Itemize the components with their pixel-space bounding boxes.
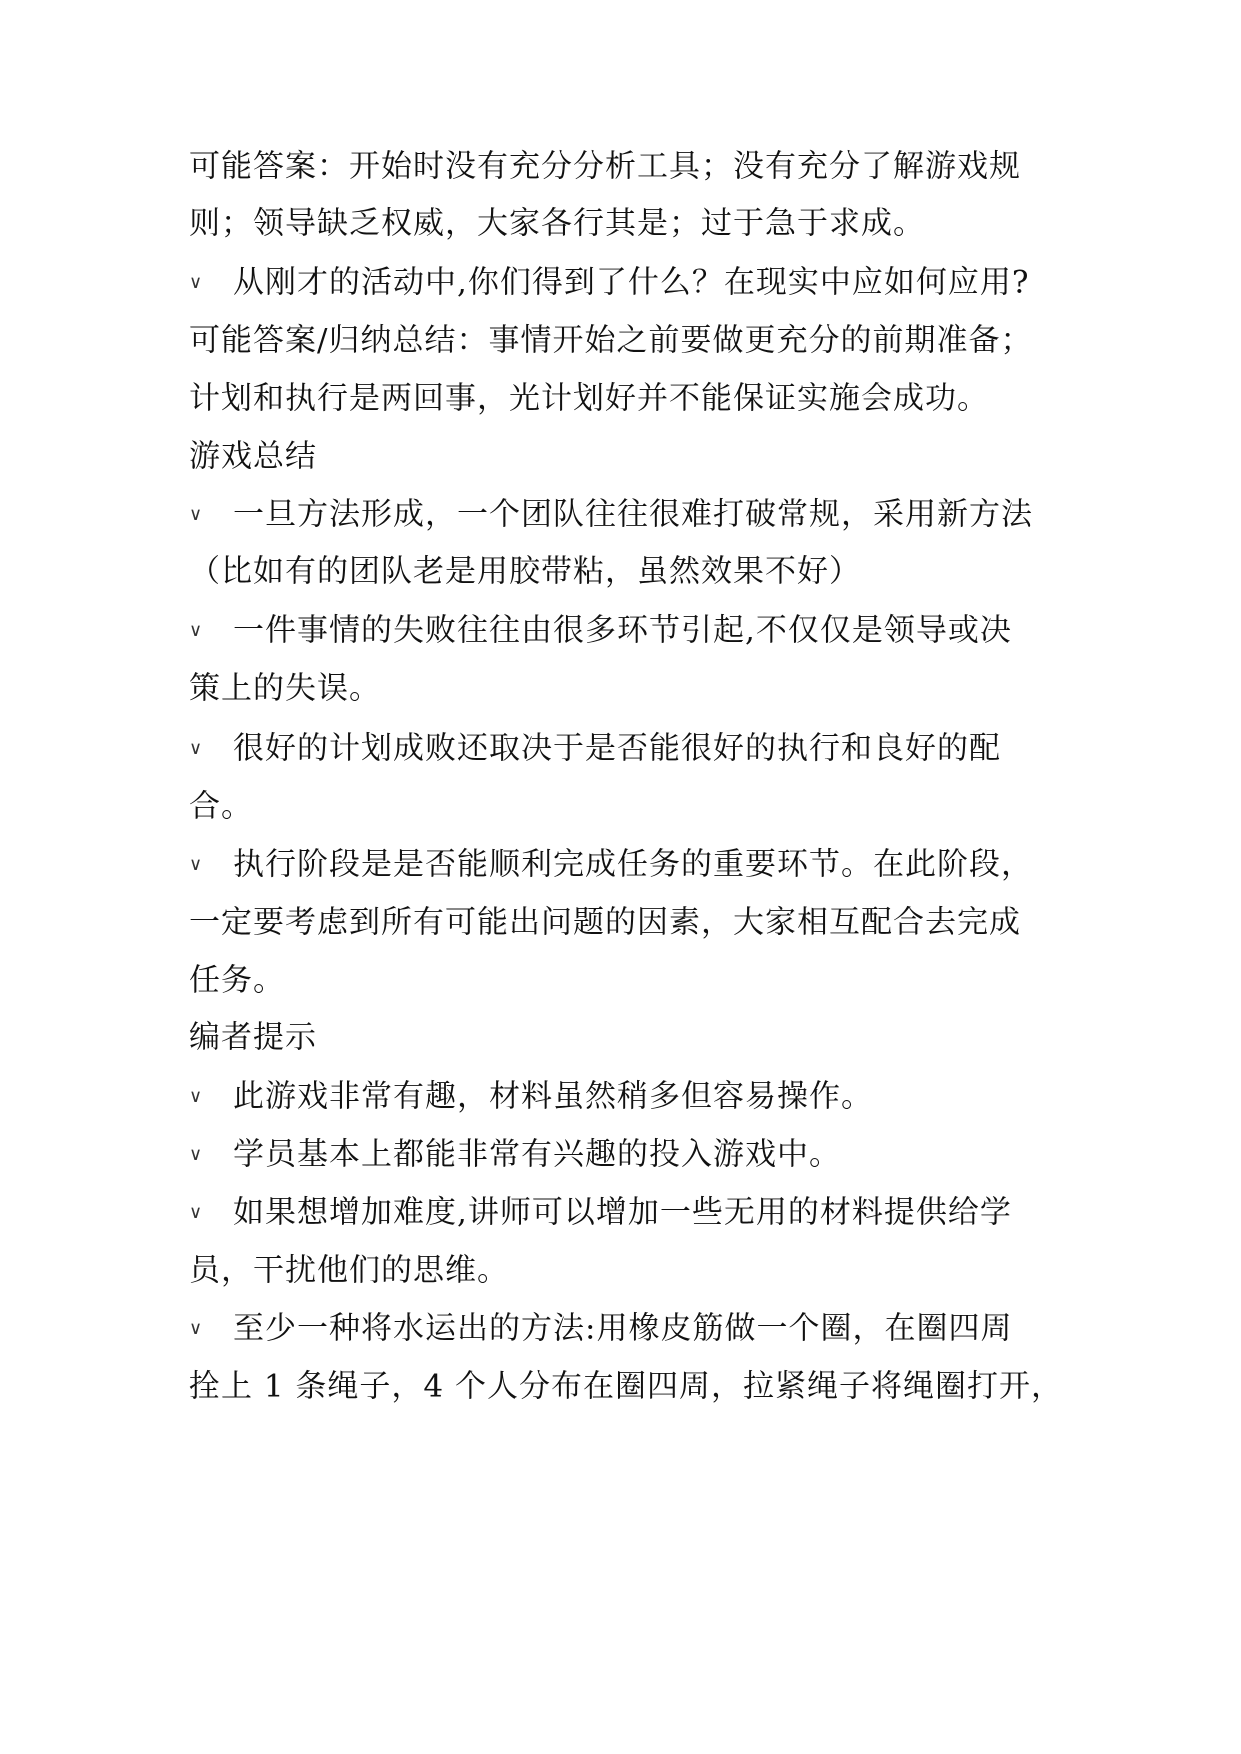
paragraph-line: 拴上 1 条绳子，4 个人分布在圈四周，拉紧绳子将绳圈打开，	[189, 1368, 1064, 1405]
checkmark-bullet-icon: ∨	[189, 619, 204, 641]
paragraph-line: 任务。	[189, 962, 285, 999]
bullet-item: ∨ 从刚才的活动中,你们得到了什么？在现实中应如何应用?	[189, 264, 1030, 301]
bullet-item: ∨ 一旦方法形成，一个团队往往很难打破常规，采用新方法	[189, 496, 1033, 533]
section-heading: 游戏总结	[189, 438, 317, 475]
paragraph-line: （比如有的团队老是用胶带粘，虽然效果不好）	[189, 553, 861, 590]
bullet-item: ∨ 学员基本上都能非常有兴趣的投入游戏中。	[189, 1136, 841, 1173]
bullet-item: ∨ 一件事情的失败往往由很多环节引起,不仅仅是领导或决	[189, 612, 1012, 649]
paragraph-line: 计划和执行是两回事，光计划好并不能保证实施会成功。	[189, 380, 989, 417]
checkmark-bullet-icon: ∨	[189, 503, 204, 525]
bullet-item: ∨ 如果想增加难度,讲师可以增加一些无用的材料提供给学	[189, 1194, 1012, 1231]
checkmark-bullet-icon: ∨	[189, 271, 204, 293]
checkmark-bullet-icon: ∨	[189, 1201, 204, 1223]
bullet-item: ∨ 此游戏非常有趣，材料虽然稍多但容易操作。	[189, 1078, 873, 1115]
bullet-item: ∨ 至少一种将水运出的方法:用橡皮筋做一个圈，在圈四周	[189, 1310, 1013, 1347]
checkmark-bullet-icon: ∨	[189, 1143, 204, 1165]
paragraph-line: 可能答案：开始时没有充分分析工具；没有充分了解游戏规	[189, 148, 1021, 185]
paragraph-line: 一定要考虑到所有可能出问题的因素，大家相互配合去完成	[189, 904, 1021, 941]
paragraph-line: 员，干扰他们的思维。	[189, 1252, 509, 1289]
paragraph-line: 合。	[189, 788, 253, 825]
checkmark-bullet-icon: ∨	[189, 853, 204, 875]
paragraph-line: 策上的失误。	[189, 670, 381, 707]
bullet-item: ∨ 很好的计划成败还取决于是否能很好的执行和良好的配	[189, 730, 1001, 767]
section-heading: 编者提示	[189, 1019, 317, 1056]
checkmark-bullet-icon: ∨	[189, 737, 204, 759]
checkmark-bullet-icon: ∨	[189, 1085, 204, 1107]
paragraph-line: 可能答案/归纳总结：事情开始之前要做更充分的前期准备；	[189, 322, 1033, 359]
bullet-item: ∨ 执行阶段是是否能顺利完成任务的重要环节。在此阶段，	[189, 846, 1033, 883]
paragraph-line: 则；领导缺乏权威，大家各行其是；过于急于求成。	[189, 205, 925, 242]
checkmark-bullet-icon: ∨	[189, 1317, 204, 1339]
